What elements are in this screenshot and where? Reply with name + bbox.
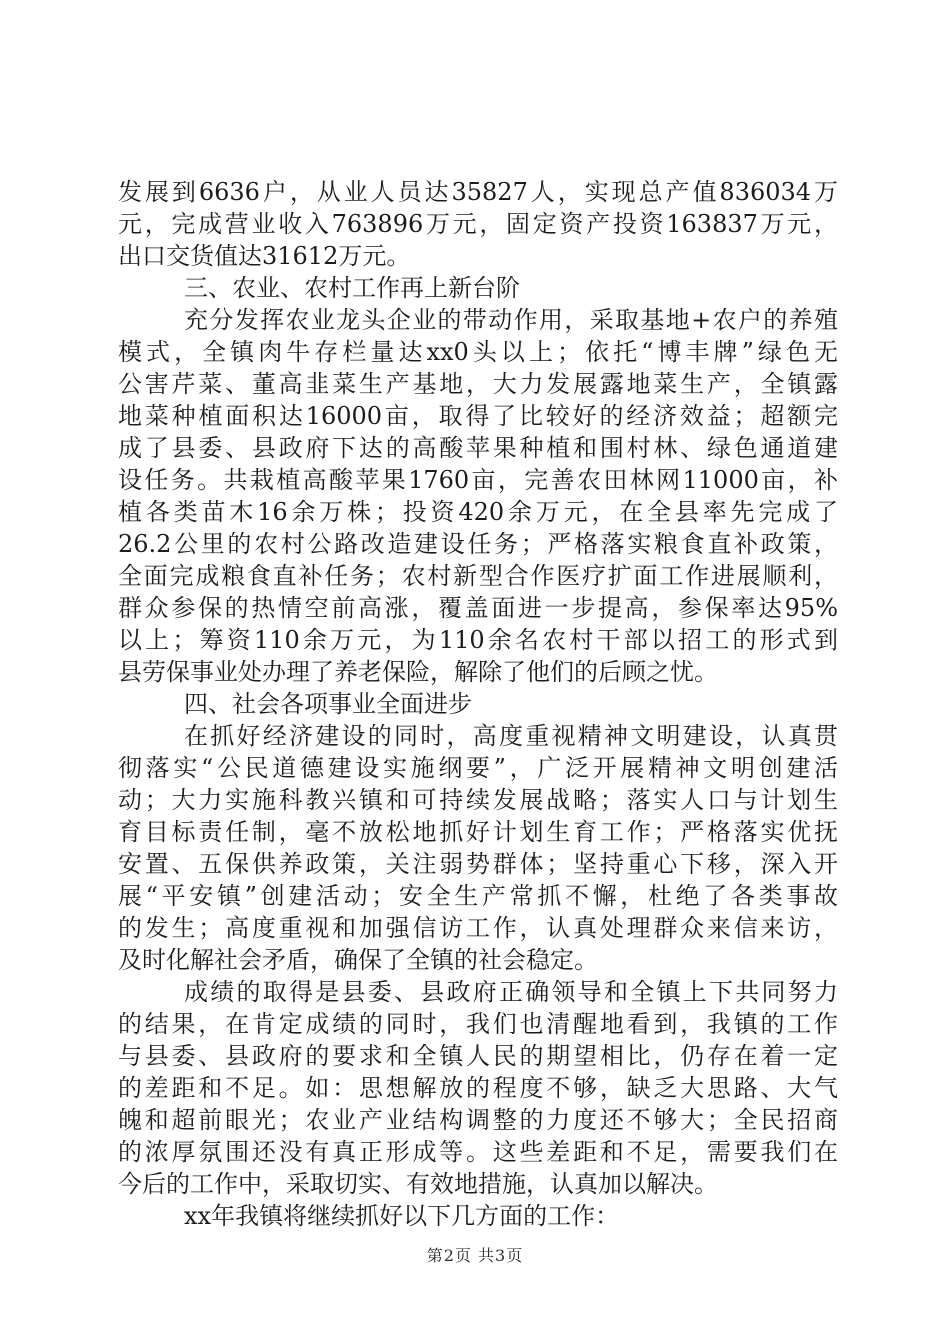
text-line: 及时化解社会矛盾，确保了全镇的社会稳定。 (118, 946, 598, 974)
text-line: 模式，全镇肉牛存栏量达xx0头以上；依托“博丰牌”绿色无 (118, 338, 838, 366)
text-line: 充分发挥农业龙头企业的带动作用，采取基地+农户的养殖 (184, 306, 838, 334)
text-line: 展“平安镇”创建活动；安全生产常抓不懈，杜绝了各类事故 (118, 882, 838, 910)
text-line: 的浓厚氛围还没有真正形成等。这些差距和不足，需要我们在 (118, 1138, 838, 1166)
document-body (118, 176, 838, 1232)
text-line: 今后的工作中，采取切实、有效地措施，认真加以解决。 (118, 1170, 718, 1198)
text-line: 彻落实“公民道德建设实施纲要”，广泛开展精神文明创建活 (118, 754, 838, 782)
text-line: 发展到6636户，从业人员达35827人，实现总产值836034万 (118, 178, 838, 206)
text-line: 成绩的取得是县委、县政府正确领导和全镇上下共同努力 (184, 978, 838, 1006)
text-line: 公害芹菜、董高韭菜生产基地，大力发展露地菜生产，全镇露 (118, 370, 838, 398)
text-line: 以上；筹资110余万元，为110余名农村干部以招工的形式到 (118, 626, 838, 654)
text-line: 元，完成营业收入763896万元，固定资产投资163837万元， (118, 210, 838, 238)
text-line: 的结果，在肯定成绩的同时，我们也清醒地看到，我镇的工作 (118, 1010, 838, 1038)
text-line: 四、社会各项事业全面进步 (184, 690, 472, 718)
text-line: 的差距和不足。如：思想解放的程度不够，缺乏大思路、大气 (118, 1074, 838, 1102)
text-line: 魄和超前眼光；农业产业结构调整的力度还不够大；全民招商 (118, 1106, 838, 1134)
page-footer: 第2页 共3页 (426, 1246, 524, 1265)
text-line: xx年我镇将继续抓好以下几方面的工作： (184, 1202, 620, 1230)
text-line: 的发生；高度重视和加强信访工作，认真处理群众来信来访， (118, 914, 838, 942)
text-line: 成了县委、县政府下达的高酸苹果种植和围村林、绿色通道建 (118, 434, 838, 462)
text-line: 与县委、县政府的要求和全镇人民的期望相比，仍存在着一定 (118, 1042, 838, 1070)
text-line: 三、农业、农村工作再上新台阶 (184, 274, 520, 302)
text-line: 地菜种植面积达16000亩，取得了比较好的经济效益；超额完 (118, 402, 838, 430)
text-line: 植各类苗木16余万株；投资420余万元，在全县率先完成了 (118, 498, 838, 526)
text-line: 全面完成粮食直补任务；农村新型合作医疗扩面工作进展顺利， (118, 562, 838, 590)
text-line: 育目标责任制，毫不放松地抓好计划生育工作；严格落实优抚 (118, 818, 838, 846)
text-line: 在抓好经济建设的同时，高度重视精神文明建设，认真贯 (184, 722, 838, 750)
text-line: 设任务。共栽植高酸苹果1760亩，完善农田林网11000亩，补 (118, 466, 838, 494)
text-line: 出口交货值达31612万元。 (118, 242, 411, 270)
text-line: 县劳保事业处办理了养老保险，解除了他们的后顾之忧。 (118, 658, 718, 686)
text-line: 26.2公里的农村公路改造建设任务；严格落实粮食直补政策， (118, 530, 838, 558)
text-line: 动；大力实施科教兴镇和可持续发展战略；落实人口与计划生 (118, 786, 838, 814)
text-line: 群众参保的热情空前高涨，覆盖面进一步提高，参保率达95% (118, 594, 838, 622)
text-line: 安置、五保供养政策，关注弱势群体；坚持重心下移，深入开 (118, 850, 838, 878)
